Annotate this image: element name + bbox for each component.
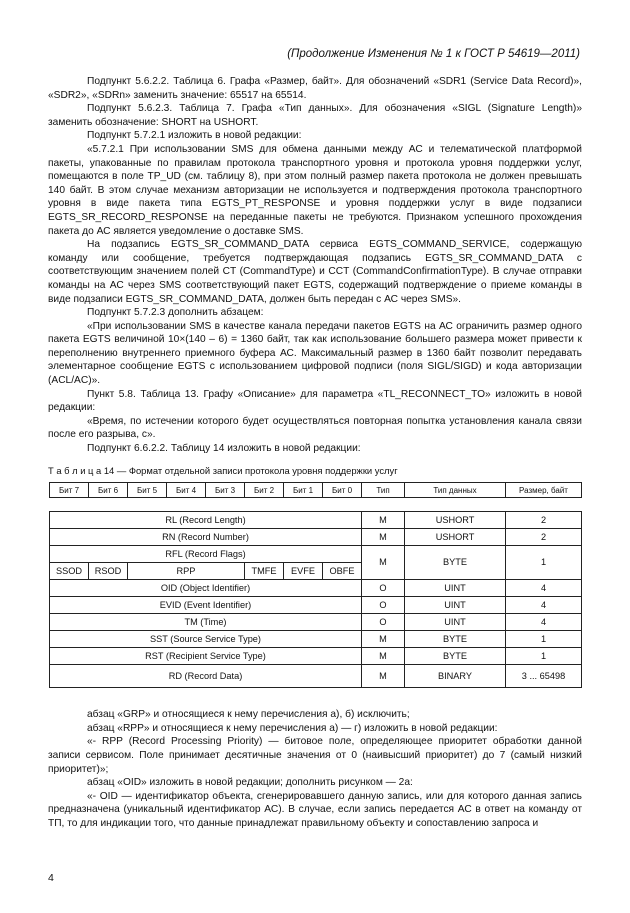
flag-cell: TMFE bbox=[245, 563, 284, 580]
field-name: RFL (Record Flags) bbox=[50, 546, 362, 563]
bit-header: Бит 3 bbox=[206, 483, 245, 498]
paragraph: «- OID — идентификатор объекта, сгенерировавшего данную запись, или для которого данная запись предназначена (уникальный идентификатор АС). В случае, если запись передается АС в ответ на команду от ТП, то для индикации того, что данные принадлежат правильному объекту и сопоставлению запроса и bbox=[48, 790, 582, 829]
bit-header: Бит 0 bbox=[323, 483, 362, 498]
table-row bbox=[50, 512, 582, 529]
bit-header: Бит 2 bbox=[245, 483, 284, 498]
paragraph: Подпункт 5.6.2.3. Таблица 7. Графа «Тип данных». Для обозначения «SIGL (Signature Length)» заменить обозначение: SHORT на USHORT. bbox=[48, 103, 582, 128]
field-size: 1 bbox=[506, 546, 582, 580]
paragraph: «5.7.2.1 При использовании SMS для обмена данными между АС и телематической платформой пакеты, упакованные по правилам протокола транспортного уровня и протокола уровня поддержки услуг, помещаются в поле TP_UD (см. таблицу 8), при этом полный размер пакета протокола не должен превышать 140 байт. В этом случае механизм авторизации не используется и подтверждения протокола транспортного уровня в виде пакета типа EGTS_PT_RESPONSE и уровня поддержки услуг в виде подзаписи EGTS_SR_RECORD_RESPONSE на переданные пакеты не требуются. Признаком успешного прохождения пакета до АС является уведомление о доставке SMS. bbox=[48, 143, 582, 237]
field-data-type: BINARY bbox=[405, 665, 506, 688]
table-row bbox=[50, 597, 582, 614]
field-size: 1 bbox=[506, 631, 582, 648]
table-row bbox=[50, 580, 582, 597]
field-data-type: USHORT bbox=[405, 529, 506, 546]
field-name: EVID (Event Identifier) bbox=[50, 597, 362, 614]
field-size: 4 bbox=[506, 580, 582, 597]
page-header: (Продолжение Изменения № 1 к ГОСТ Р 54619—2011) bbox=[287, 48, 580, 60]
field-name: RD (Record Data) bbox=[50, 665, 362, 688]
record-format-table bbox=[49, 482, 582, 688]
paragraph: Подпункт 5.7.2.3 дополнить абзацем: bbox=[87, 307, 264, 319]
size-header: Размер, байт bbox=[506, 483, 582, 498]
field-data-type: BYTE bbox=[405, 546, 506, 580]
field-name: OID (Object Identifier) bbox=[50, 580, 362, 597]
paragraph: «При использовании SMS в качестве канала передачи пакетов EGTS на АС ограничить размер одного пакета EGTS величиной 10×(140 – 6) = 1360 байт, так как использование большего размера может привести к переполнению внутреннего приемного буфера АС. Максимальный размер в 1360 байт позволит передавать элементарное сообщение EGTS с использованием цифровой подписи (поля SIGL/SIGD) и кода авторизации (ACL/AC)». bbox=[48, 320, 582, 387]
table-row bbox=[50, 546, 582, 563]
field-size: 2 bbox=[506, 512, 582, 529]
field-name: SST (Source Service Type) bbox=[50, 631, 362, 648]
field-type: M bbox=[362, 512, 405, 529]
paragraph: Пункт 5.8. Таблица 13. Графу «Описание» для параметра «TL_RECONNECT_TO» изложить в новой редакции: bbox=[48, 388, 582, 414]
bit-header: Бит 6 bbox=[89, 483, 128, 498]
bit-header: Бит 5 bbox=[128, 483, 167, 498]
flag-cell: SSOD bbox=[50, 563, 89, 580]
field-name: TM (Time) bbox=[50, 614, 362, 631]
paragraph: Подпункт 6.6.2.2. Таблицу 14 изложить в новой редакции: bbox=[87, 443, 361, 455]
field-name: RL (Record Length) bbox=[50, 512, 362, 529]
table-row bbox=[50, 648, 582, 665]
table-caption: Т а б л и ц а 14 — Формат отдельной записи протокола уровня поддержки услуг bbox=[48, 464, 398, 476]
paragraph: «- RPP (Record Processing Priority) — битовое поле, определяющее приоритет обработки данной записи сервисом. Поле принимает десятичные значения от 0 (наивысший приоритет) до 7 (самый низкий приоритет)»; bbox=[48, 736, 582, 775]
page-number: 4 bbox=[48, 872, 54, 884]
table-row bbox=[50, 614, 582, 631]
field-size: 1 bbox=[506, 648, 582, 665]
field-type: O bbox=[362, 597, 405, 614]
field-type: M bbox=[362, 546, 405, 580]
flag-cell: RPP bbox=[128, 563, 245, 580]
field-data-type: USHORT bbox=[405, 512, 506, 529]
bit-header: Бит 4 bbox=[167, 483, 206, 498]
field-data-type: UINT bbox=[405, 597, 506, 614]
bit-header: Бит 7 bbox=[50, 483, 89, 498]
field-data-type: BYTE bbox=[405, 648, 506, 665]
table-header-row bbox=[50, 483, 582, 498]
document-body bbox=[48, 75, 582, 831]
field-name: RST (Recipient Service Type) bbox=[50, 648, 362, 665]
field-type: M bbox=[362, 529, 405, 546]
paragraph: Подпункт 5.7.2.1 изложить в новой редакции: bbox=[87, 130, 302, 142]
paragraph: абзац «RPP» и относящиеся к нему перечисления а) — г) изложить в новой редакции: bbox=[87, 722, 498, 734]
bit-header: Бит 1 bbox=[284, 483, 323, 498]
field-type: M bbox=[362, 631, 405, 648]
field-data-type: UINT bbox=[405, 614, 506, 631]
field-type: O bbox=[362, 614, 405, 631]
field-data-type: BYTE bbox=[405, 631, 506, 648]
field-size: 2 bbox=[506, 529, 582, 546]
field-size: 3 ... 65498 bbox=[506, 665, 582, 688]
type-header: Тип bbox=[362, 483, 405, 498]
field-type: M bbox=[362, 648, 405, 665]
paragraph: абзац «OID» изложить в новой редакции; дополнить рисунком — 2а: bbox=[87, 777, 413, 789]
paragraph: Подпункт 5.6.2.2. Таблица 6. Графа «Размер, байт». Для обозначений «SDR1 (Service Data Record)», «SDR2», «SDRn» заменить значение: 65517 на 65514. bbox=[48, 76, 582, 101]
table-row bbox=[50, 665, 582, 688]
paragraph: «Время, по истечении которого будет осуществляться повторная попытка установления канала связи после его разрыва, с». bbox=[48, 415, 582, 441]
paragraph: абзац «GRP» и относящиеся к нему перечисления а), б) исключить; bbox=[87, 709, 410, 721]
field-type: O bbox=[362, 580, 405, 597]
paragraph: На подзапись EGTS_SR_COMMAND_DATA сервиса EGTS_COMMAND_SERVICE, содержащую команду или сообщение, требуется подтверждающая подзапись EGTS_SR_COMMAND_DATA с соответствующим значением полей CT (CommandType) и CCT (CommandConfirmationType). В случае отправки команды на АС через SMS соответствующий пакет EGTS, содержащий подтверждение о приеме команды в виде подзаписи EGTS_SR_COMMAND_DATA, должен быть передан с АС через SMS». bbox=[48, 239, 582, 305]
table-row bbox=[50, 529, 582, 546]
table-spacer-row bbox=[50, 498, 582, 512]
flag-cell: EVFE bbox=[284, 563, 323, 580]
field-name: RN (Record Number) bbox=[50, 529, 362, 546]
table-row bbox=[50, 631, 582, 648]
data-type-header: Тип данных bbox=[405, 483, 506, 498]
field-data-type: UINT bbox=[405, 580, 506, 597]
field-size: 4 bbox=[506, 614, 582, 631]
field-type: M bbox=[362, 665, 405, 688]
flag-cell: RSOD bbox=[89, 563, 128, 580]
flag-cell: OBFE bbox=[323, 563, 362, 580]
field-size: 4 bbox=[506, 597, 582, 614]
